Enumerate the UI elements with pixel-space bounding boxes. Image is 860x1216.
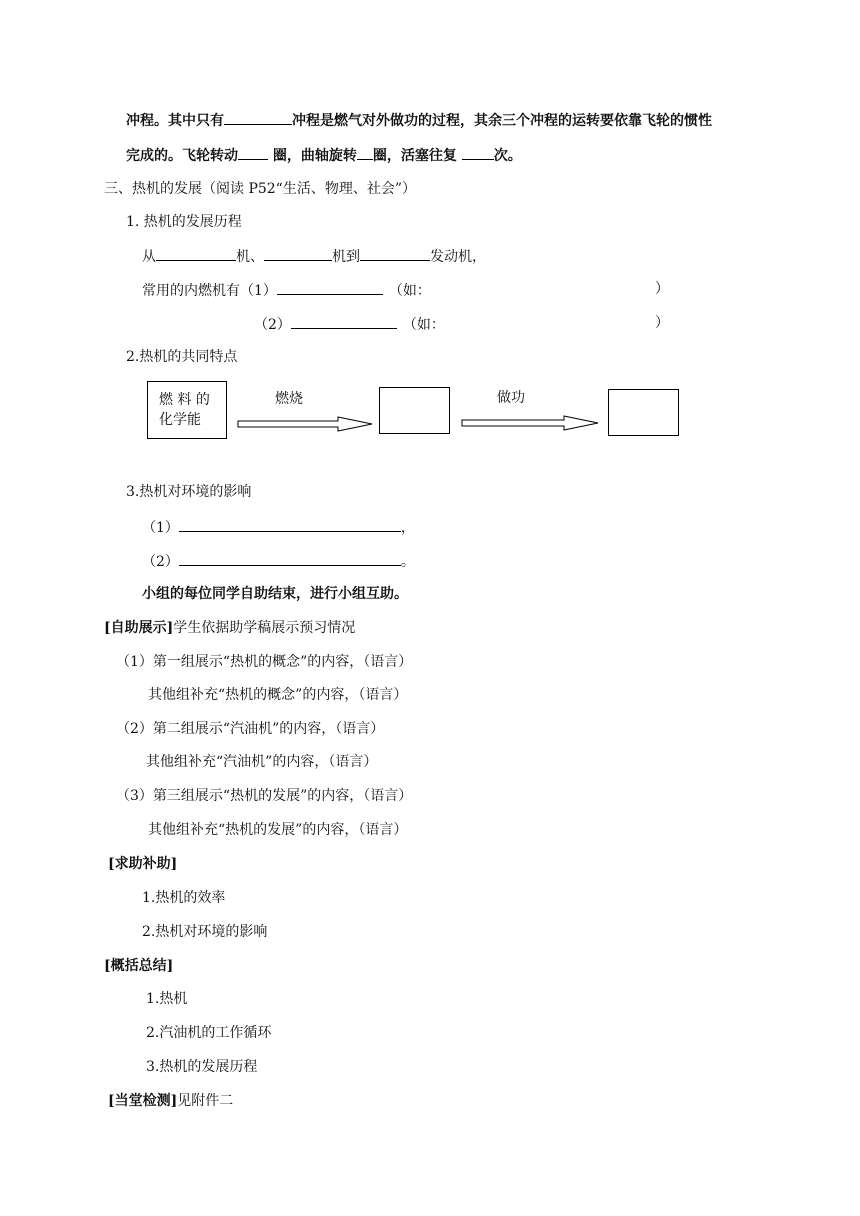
summary-item-1: 1.热机	[146, 991, 188, 1007]
text: 次。	[493, 148, 522, 164]
text: （1）	[142, 520, 179, 536]
text: 机到	[332, 249, 360, 265]
text: 完成的。飞轮转动	[126, 148, 238, 164]
show-item-2: （2）第二组展示“汽油机”的内容，（语言）	[116, 721, 385, 737]
text: 机、	[236, 249, 264, 265]
help-title: [求助补助]	[108, 856, 178, 872]
fuel-box-label: 燃 料 的 化学能	[159, 392, 210, 428]
text: （2）	[254, 317, 291, 333]
text: （如：	[388, 283, 431, 299]
blank-box-1[interactable]	[379, 387, 450, 434]
work-label: 做功	[497, 390, 525, 406]
item-development-history: 1. 热机的发展历程	[126, 214, 242, 230]
blank[interactable]	[360, 246, 430, 261]
text: 发动机，	[430, 249, 486, 265]
show-item-3: （3）第三组展示“热机的发展”的内容，（语言）	[116, 788, 413, 804]
stroke-line-2	[126, 145, 522, 165]
blank[interactable]	[179, 551, 401, 566]
history-line	[142, 246, 486, 266]
self-show-title: [自助展示]	[104, 620, 174, 636]
blank[interactable]	[224, 110, 292, 125]
blank[interactable]	[357, 145, 373, 160]
summary-item-2: 2.汽油机的工作循环	[146, 1025, 272, 1041]
show-item-2b: 其他组补充“汽油机”的内容，（语言）	[146, 754, 378, 770]
blank[interactable]	[238, 145, 268, 160]
group-note: 小组的每位同学自助结束，进行小组互助。	[142, 586, 408, 602]
close-paren: ）	[655, 281, 669, 297]
show-item-3b: 其他组补充“热机的发展”的内容，（语言）	[148, 822, 408, 838]
text: 从	[142, 249, 156, 265]
blank[interactable]	[264, 246, 332, 261]
help-item-1: 1.热机的效率	[142, 890, 226, 906]
self-show-line	[104, 619, 355, 637]
arrow-right-icon	[460, 413, 602, 433]
show-item-1: （1）第一组展示“热机的概念”的内容，（语言）	[116, 654, 413, 670]
self-show-desc: 学生依据助学稿展示预习情况	[173, 620, 356, 636]
check-line	[108, 1092, 233, 1110]
arrow-right-icon	[236, 414, 376, 434]
summary-item-3: 3.热机的发展历程	[146, 1059, 258, 1075]
common-engine-line-1	[142, 280, 431, 300]
section-heading: 三、热机的发展（阅读 P52“生活、物理、社会”）	[104, 181, 416, 197]
stroke-line-1	[126, 110, 712, 130]
fuel-chemical-energy-box	[147, 381, 227, 439]
show-item-1b: 其他组补充“热机的概念”的内容，（语言）	[148, 687, 408, 703]
burn-label: 燃烧	[275, 391, 303, 407]
summary-title: [概括总结]	[104, 958, 174, 974]
common-engine-line-2	[254, 314, 445, 334]
text: 圈，活塞往复	[372, 148, 462, 164]
text: 。	[400, 554, 415, 570]
blank[interactable]	[277, 280, 383, 295]
text: （2）	[142, 554, 179, 570]
check-text: 见附件二	[177, 1093, 234, 1109]
blank[interactable]	[291, 314, 397, 329]
help-item-2: 2.热机对环境的影响	[142, 924, 268, 940]
text: 常用的内燃机有（1）	[142, 283, 277, 299]
blank[interactable]	[179, 517, 401, 532]
text: 冲程。其中只有	[126, 113, 224, 129]
impact-line-1	[142, 517, 415, 537]
blank[interactable]	[156, 246, 236, 261]
blank-box-2[interactable]	[608, 389, 679, 436]
impact-line-2	[142, 551, 415, 571]
text: 圈，曲轴旋转	[268, 148, 357, 164]
text: 冲程是燃气对外做功的过程，其余三个冲程的运转要依靠飞轮的惯性	[292, 113, 712, 129]
text: ，	[400, 520, 415, 536]
blank[interactable]	[462, 145, 494, 160]
check-title: [当堂检测]	[108, 1093, 178, 1109]
item-environment-impact: 3.热机对环境的影响	[126, 484, 252, 500]
close-paren: ）	[655, 315, 669, 331]
item-common-feature: 2.热机的共同特点	[126, 349, 238, 365]
text: （如：	[402, 317, 445, 333]
